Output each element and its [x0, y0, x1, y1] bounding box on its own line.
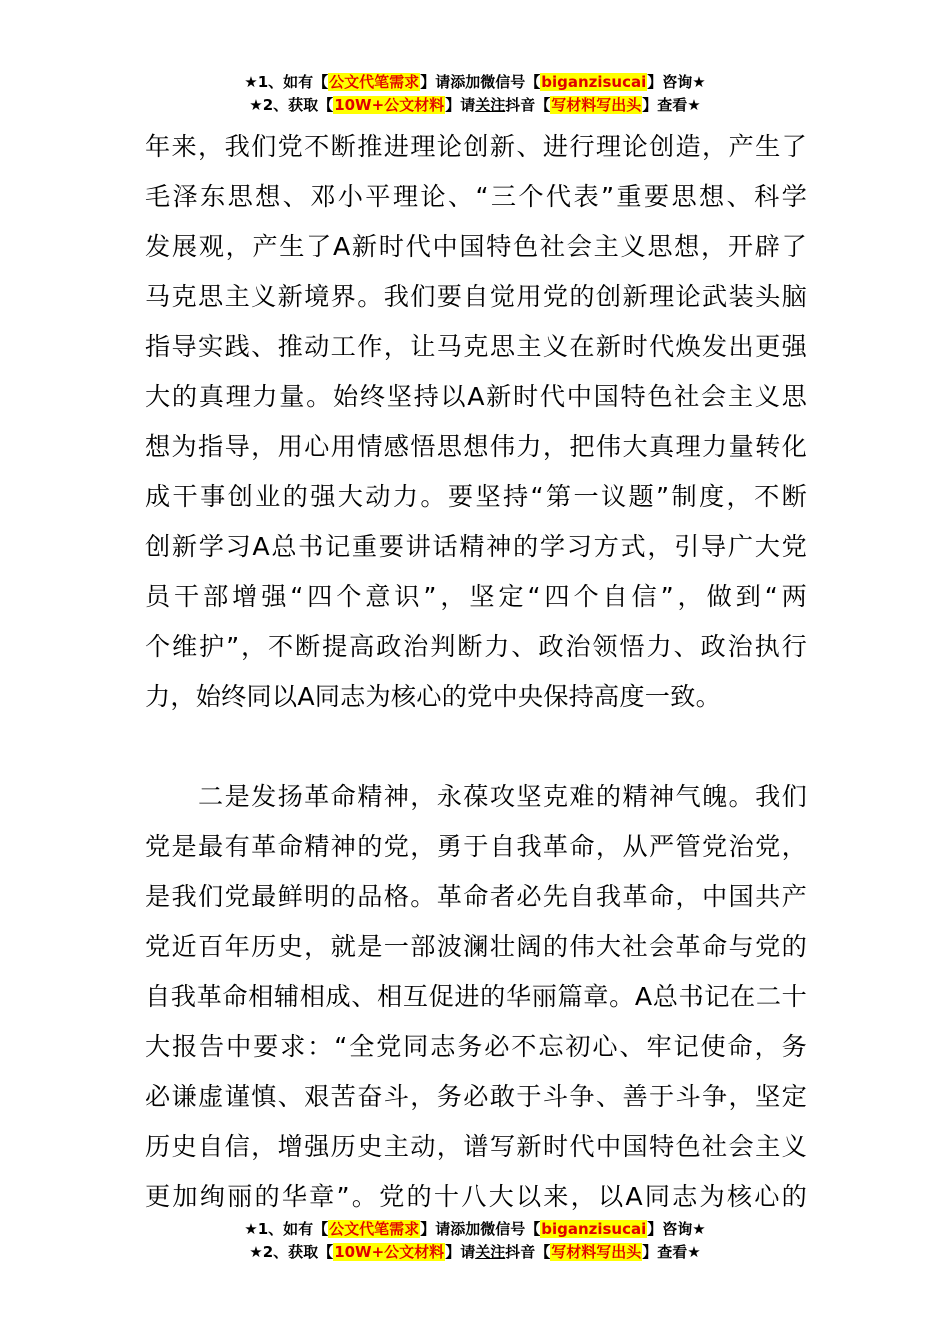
footer-text: 】请添加微信号【	[420, 1220, 541, 1238]
body-line: 成干事创业的强大动力。要坚持“第一议题”制度，不断	[145, 482, 807, 511]
footer-text: 抖音【	[505, 1243, 551, 1261]
footer-line-1	[0, 1218, 950, 1241]
highlight-wechat-id: biganzisucai	[541, 73, 647, 91]
body-line: 大报告中要求：“全党同志务必不忘初心、牢记使命，务	[145, 1032, 807, 1061]
footer-text: ★1、如有【	[244, 1220, 329, 1238]
header-text: 】咨询★	[647, 73, 706, 91]
body-line: 员干部增强“四个意识”，坚定“四个自信”，做到“两	[145, 582, 807, 611]
body-line: 力，始终同以A同志为核心的党中央保持高度一致。	[145, 682, 721, 711]
body-line: 是我们党最鲜明的品格。革命者必先自我革命，中国共产	[145, 882, 807, 911]
footer-line-2	[0, 1241, 950, 1264]
header-line-2	[0, 94, 950, 117]
highlight-wechat-id: biganzisucai	[541, 1220, 647, 1238]
header-text: ★2、获取【	[249, 96, 334, 114]
highlight-douyin-account: 写材料写出头	[551, 1243, 642, 1261]
footer-text: ★2、获取【	[249, 1243, 334, 1261]
body-line: 党近百年历史，就是一部波澜壮阔的伟大社会革命与党的	[145, 932, 807, 961]
underlined-follow: 关注	[475, 96, 506, 114]
underlined-follow: 关注	[475, 1243, 506, 1261]
header-text: 】请	[445, 96, 476, 114]
footer-text: 】请	[445, 1243, 476, 1261]
body-line: 必谦虚谨慎、艰苦奋斗，务必敢于斗争、善于斗争，坚定	[145, 1082, 807, 1111]
body-line: 发展观，产生了A新时代中国特色社会主义思想，开辟了	[145, 232, 807, 261]
body-line: 毛泽东思想、邓小平理论、“三个代表”重要思想、科学	[145, 182, 807, 211]
body-line: 更加绚丽的华章”。党的十八大以来，以A同志为核心的	[145, 1182, 807, 1211]
header-text: ★1、如有【	[244, 73, 329, 91]
header-banner	[0, 71, 950, 117]
header-text: 抖音【	[505, 96, 551, 114]
highlight-materials: 10W+公文材料	[334, 96, 445, 114]
highlight-service: 公文代笔需求	[329, 1220, 420, 1238]
body-line: 马克思主义新境界。我们要自觉用党的创新理论武装头脑	[145, 282, 807, 311]
body-line: 年来，我们党不断推进理论创新、进行理论创造，产生了	[145, 132, 807, 161]
header-text: 】查看★	[642, 96, 701, 114]
body-line: 党是最有革命精神的党，勇于自我革命，从严管党治党，	[145, 832, 807, 861]
body-line: 想为指导，用心用情感悟思想伟力，把伟大真理力量转化	[145, 432, 807, 461]
footer-text: 】查看★	[642, 1243, 701, 1261]
header-line-1	[0, 71, 950, 94]
header-text: 】请添加微信号【	[420, 73, 541, 91]
highlight-douyin-account: 写材料写出头	[551, 96, 642, 114]
highlight-service: 公文代笔需求	[329, 73, 420, 91]
body-line: 指导实践、推动工作，让马克思主义在新时代焕发出更强	[145, 332, 807, 361]
footer-text: 】咨询★	[647, 1220, 706, 1238]
body-line: 大的真理力量。始终坚持以A新时代中国特色社会主义思	[145, 382, 807, 411]
body-line: 二是发扬革命精神，永葆攻坚克难的精神气魄。我们	[145, 782, 807, 811]
body-line: 历史自信，增强历史主动，谱写新时代中国特色社会主义	[145, 1132, 807, 1161]
body-line: 个维护”，不断提高政治判断力、政治领悟力、政治执行	[145, 632, 807, 661]
body-line: 自我革命相辅相成、相互促进的华丽篇章。A总书记在二十	[145, 982, 807, 1011]
body-line: 创新学习A总书记重要讲话精神的学习方式，引导广大党	[145, 532, 807, 561]
footer-banner	[0, 1218, 950, 1264]
highlight-materials: 10W+公文材料	[334, 1243, 445, 1261]
